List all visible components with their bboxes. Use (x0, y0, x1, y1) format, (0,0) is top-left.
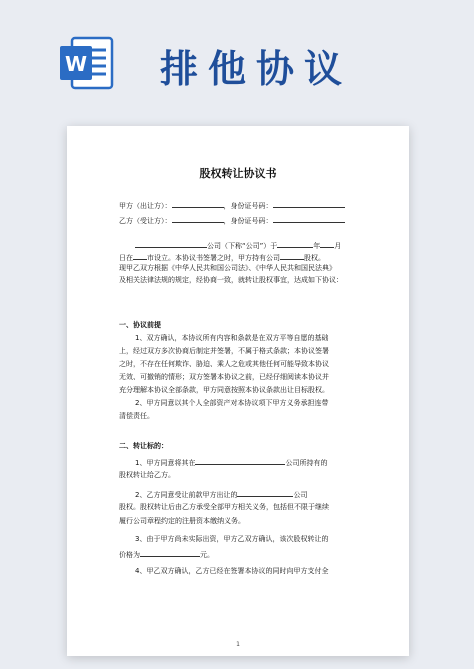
word-doc-icon (58, 34, 116, 92)
page-heading: 排他协议 (160, 47, 353, 91)
blank (280, 252, 304, 260)
section-1-line: 充分理解本协议全部条款，甲方同意按照本协议条款出让目标股权。 (119, 386, 329, 394)
intro-text: 月 (334, 242, 342, 250)
section-2-item-2 (135, 489, 307, 500)
party-b-id-label: 身份证号码： (230, 217, 273, 225)
party-a-line: 甲方（出让方）： ，身份证号码： (119, 200, 345, 211)
blank (273, 215, 345, 223)
section-2-item-1 (135, 457, 327, 468)
intro-line-1 (135, 240, 341, 251)
blank (195, 457, 285, 465)
section-2-heading: 二、转让标的： (119, 442, 168, 450)
section-1-line: 上，经过双方多次协商后制定并签署，不属于格式条款；本协议签署 (119, 347, 329, 355)
section-2-item-2-cont: 履行公司章程约定的注册资本缴纳义务。 (119, 517, 245, 525)
item-text: 2、乙方同意受让前款甲方出让的 (135, 491, 238, 499)
blank (320, 240, 334, 248)
intro-line-3: 现甲乙双方根据《中华人民共和国公司法》、《中华人民共和国民法典》 (119, 264, 336, 272)
section-1-line: 之时，不存在任何欺诈、胁迫、乘人之危或其他任何可能导致本协议 (119, 360, 329, 368)
party-a-label: 甲方（出让方）： (119, 202, 172, 210)
section-1-line: 清偿责任。 (119, 412, 154, 420)
section-2-item-3: 3、由于甲方尚未实际出资，甲方乙双方确认，该次股权转让的 (135, 535, 329, 543)
item-text: 公司 (293, 491, 308, 499)
header (0, 0, 474, 108)
blank (135, 240, 207, 248)
section-1-line: 无效、可撤销的情形；双方签署本协议之前，已经仔细阅读本协议并 (119, 373, 329, 381)
blank (273, 200, 345, 208)
document-title: 股权转让协议书 (199, 167, 277, 180)
intro-text: 公司（下称“公司”）于 (207, 242, 278, 250)
blank (133, 252, 147, 260)
party-b-label: 乙方（受让方）： (119, 217, 172, 225)
section-1-heading: 一、协议前提 (119, 321, 161, 329)
item-text: 股权转让给乙方。 (119, 471, 175, 479)
blank (277, 240, 313, 248)
section-2-item-3-cont (119, 549, 214, 560)
section-2-item-2-cont: 股权。股权转让后由乙方承受全部甲方相关义务，包括但不限于继续 (119, 503, 329, 511)
section-2-item-1-cont (119, 471, 175, 480)
intro-text: 年 (313, 242, 321, 250)
page-number: 1 (236, 641, 240, 648)
intro-text: 股权。 (304, 254, 325, 262)
blank (172, 200, 224, 208)
party-a-id-label: 身份证号码： (230, 202, 273, 210)
intro-text: 日在 (119, 254, 133, 262)
document-page (67, 126, 409, 656)
item-text: 元。 (200, 551, 214, 559)
section-2-item-4: 4、甲乙双方确认，乙方已经在签署本协议的同时向甲方支付全 (135, 567, 329, 575)
intro-line-2 (119, 252, 325, 263)
section-1-line: 1、双方确认，本协议所有内容和条款是在双方平等自愿的基础 (135, 334, 329, 342)
section-1-line: 2、甲方同意以其个人全部资产对本协议项下甲方义务承担连带 (135, 399, 329, 407)
intro-text: 市设立。本协议书签署之时，甲方持有公司 (147, 254, 280, 262)
blank (237, 489, 293, 497)
party-b-line: 乙方（受让方）： ，身份证号码： (119, 215, 345, 226)
blank (140, 549, 200, 557)
svg-text:W: W (64, 52, 88, 76)
item-text: 公司所持有的 (285, 459, 328, 467)
item-text: 价格为 (119, 551, 140, 559)
blank (172, 215, 224, 223)
item-text: 1、甲方同意将其在 (135, 459, 196, 467)
intro-line-4: 及相关法律法规的规定，经协商一致，就转让股权事宜，达成如下协议： (119, 276, 343, 284)
